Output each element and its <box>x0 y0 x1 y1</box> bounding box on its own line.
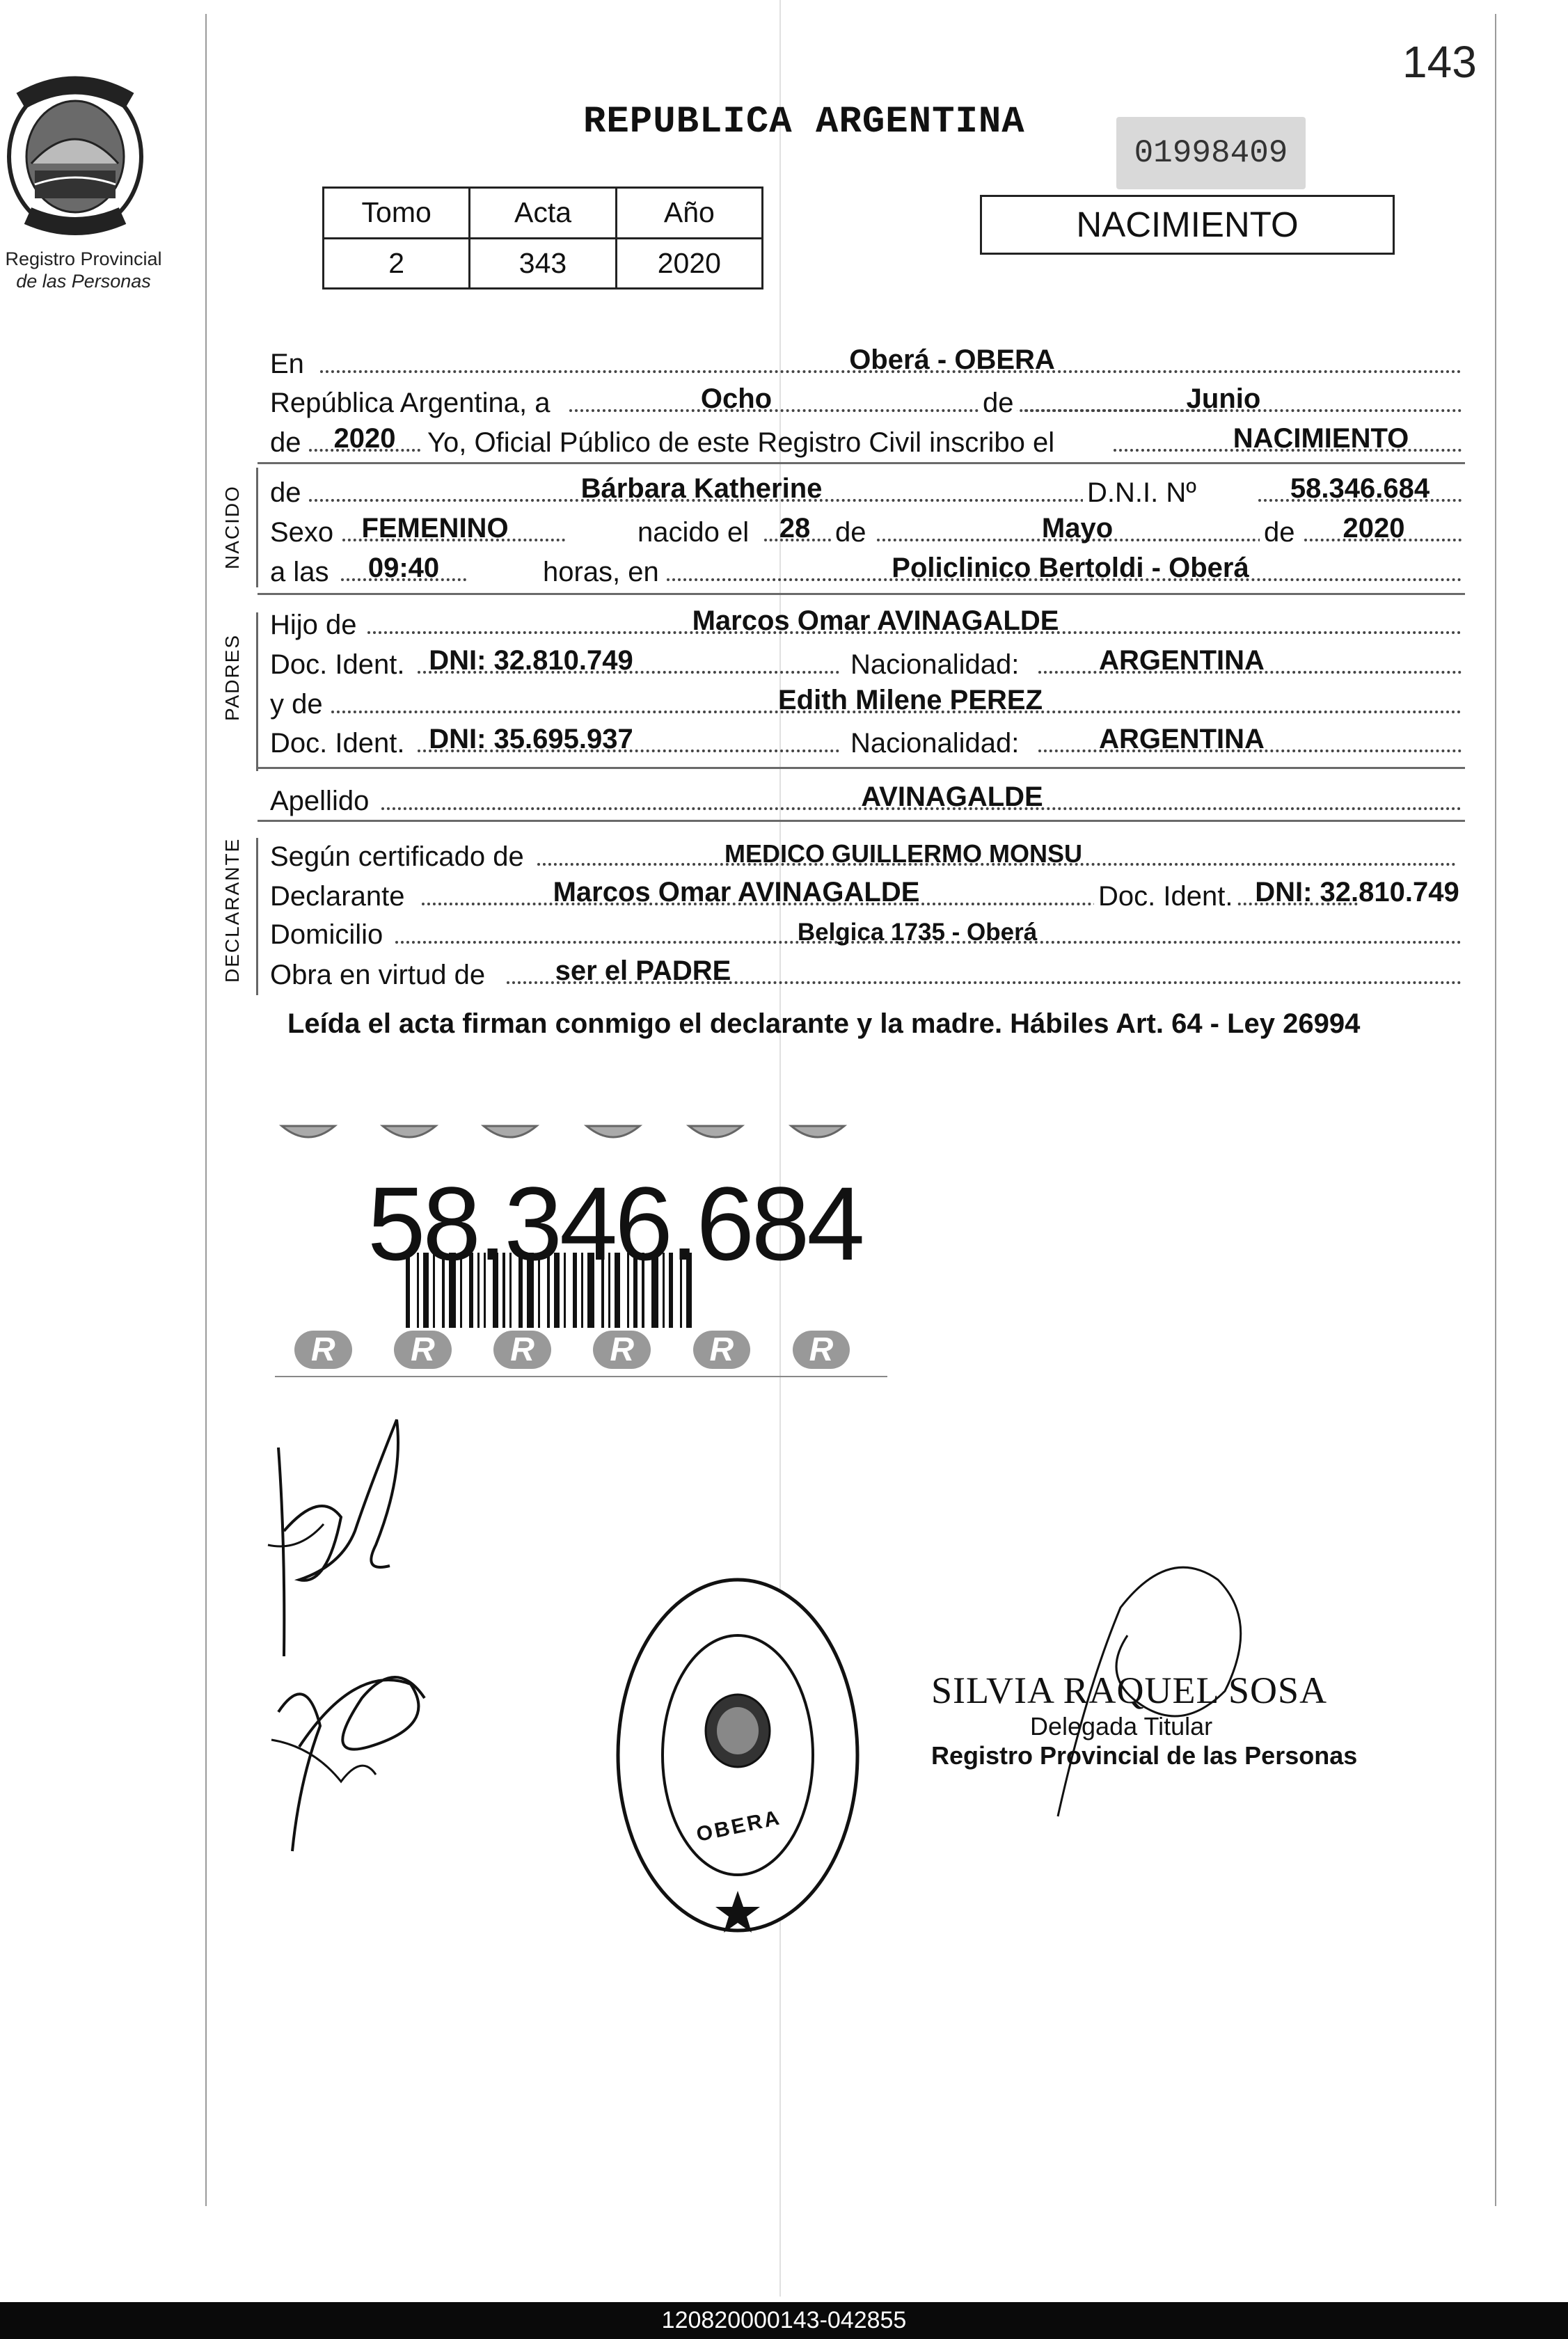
row-domicilio <box>270 913 1462 952</box>
label-sexo: Sexo <box>270 517 334 548</box>
surname-value: AVINAGALDE <box>861 782 1043 812</box>
mother-doc-value: DNI: 35.695.937 <box>429 724 633 754</box>
label-nacionalidad: Nacionalidad: <box>850 728 1020 759</box>
birth-year-value: 2020 <box>1343 513 1405 544</box>
section-label-padres: PADRES <box>221 633 243 721</box>
watermark-r: R <box>593 1331 651 1369</box>
table-value-tomo: 2 <box>324 238 470 289</box>
record-type-box: NACIMIENTO <box>980 195 1395 255</box>
label-de-nombre: de <box>270 477 301 508</box>
row-obra <box>270 953 1462 992</box>
signer-role: Delegada Titular <box>1030 1712 1213 1741</box>
father-nationality-value: ARGENTINA <box>1099 645 1265 676</box>
label-apellido: Apellido <box>270 786 370 816</box>
watermark-r: R <box>793 1331 850 1369</box>
row-padre-doc <box>270 643 1462 682</box>
obra-value: ser el PADRE <box>555 956 731 986</box>
father-name-value: Marcos Omar AVINAGALDE <box>692 605 1059 636</box>
label-a-las: a las <box>270 557 329 587</box>
label-segun: Según certificado de <box>270 841 524 872</box>
label-yo: Yo, Oficial Público de este Registro Civil inscribo el <box>427 427 1055 458</box>
child-name-value: Bárbara Katherine <box>580 473 823 504</box>
sticker-watermark-row <box>275 1331 887 1372</box>
province-logo <box>0 73 167 251</box>
row-hora <box>270 550 1462 589</box>
table-value-anio: 2020 <box>616 238 762 289</box>
birth-day-value: 28 <box>779 513 811 544</box>
watermark-r: R <box>394 1331 452 1369</box>
table-value-acta: 343 <box>470 238 616 289</box>
domicilio-value: Belgica 1735 - Oberá <box>797 919 1038 946</box>
label-de2: de <box>270 427 301 458</box>
row-nombre <box>270 471 1462 510</box>
serial-stamp: 01998409 <box>1116 117 1306 189</box>
watermark-r: R <box>493 1331 551 1369</box>
closing-note: Leída el acta firman conmigo el declarante y la madre. Hábiles Art. 64 - Ley 26994 <box>287 1008 1361 1039</box>
day-words-value: Ocho <box>700 383 773 414</box>
label-horas-en: horas, en <box>543 557 659 587</box>
label-de: de <box>980 388 1017 419</box>
row-sexo <box>270 511 1462 550</box>
label-nacido-el: nacido el <box>638 517 750 548</box>
row-certificado <box>270 835 1462 874</box>
table-header-tomo: Tomo <box>324 188 470 239</box>
footer-code: 120820000143-042855 <box>661 2307 907 2333</box>
handwritten-signature-declarante <box>258 1406 418 1670</box>
row-en <box>270 342 1462 381</box>
birth-month-value: Mayo <box>1041 513 1114 544</box>
logo-caption-line2: de las Personas <box>16 271 151 292</box>
section-divider <box>258 820 1465 822</box>
label-declarante: Declarante <box>270 881 405 912</box>
registry-table <box>322 187 763 290</box>
label-doc-ident: Doc. Ident. <box>1094 881 1237 912</box>
logo-caption <box>0 248 167 292</box>
section-divider <box>258 462 1465 464</box>
label-hijo-de: Hijo de <box>270 610 357 640</box>
label-y-de: y de <box>270 689 323 720</box>
signer-name: SILVIA RAQUEL SOSA <box>931 1670 1328 1711</box>
declarante-doc-value: DNI: 32.810.749 <box>1255 877 1459 907</box>
handwritten-signature-madre <box>258 1642 452 1865</box>
right-margin-line <box>1495 14 1496 2206</box>
label-dni: D.N.I. Nº <box>1083 477 1201 509</box>
sexo-value: FEMENINO <box>361 513 509 544</box>
section-bar <box>256 838 258 995</box>
watermark-r: R <box>693 1331 751 1369</box>
label-doc-ident: Doc. Ident. <box>270 728 405 759</box>
label-obra: Obra en virtud de <box>270 960 486 990</box>
label-doc-ident: Doc. Ident. <box>270 649 405 680</box>
label-republica: República Argentina, a <box>270 388 551 418</box>
child-dni-value: 58.346.684 <box>1290 473 1430 504</box>
row-apellido <box>270 779 1462 818</box>
label-de-mes: de <box>835 517 866 548</box>
row-padre <box>270 603 1462 642</box>
section-bar <box>256 612 258 771</box>
row-inscribo <box>270 421 1462 460</box>
row-madre <box>270 683 1462 722</box>
label-nacionalidad: Nacionalidad: <box>850 649 1020 680</box>
table-header-anio: Año <box>616 188 762 239</box>
row-declarante <box>270 875 1462 914</box>
section-label-declarante: DECLARANTE <box>221 837 243 983</box>
seal-city: OBERA <box>694 1806 784 1847</box>
row-madre-doc <box>270 722 1462 761</box>
section-bar <box>256 468 258 587</box>
row-fecha <box>270 381 1462 420</box>
father-doc-value: DNI: 32.810.749 <box>429 645 633 676</box>
birth-place-value: Policlinico Bertoldi - Oberá <box>892 553 1249 583</box>
watermark-r: R <box>294 1331 352 1369</box>
declarante-name-value: Marcos Omar AVINAGALDE <box>553 877 920 907</box>
year-value: 2020 <box>333 423 396 454</box>
sticker-number: 58.346.684 <box>367 1165 862 1282</box>
section-divider <box>258 593 1465 595</box>
label-de-anio: de <box>1260 517 1299 548</box>
page-number: 143 <box>1402 37 1477 87</box>
section-divider <box>258 767 1465 769</box>
certificado-value: MEDICO GUILLERMO MONSU <box>724 839 1082 868</box>
label-domicilio: Domicilio <box>270 919 383 950</box>
mother-name-value: Edith Milene PEREZ <box>777 685 1043 715</box>
signer-office: Registro Provincial de las Personas <box>931 1741 1358 1770</box>
section-label-nacido: NACIDO <box>221 485 243 569</box>
table-header-acta: Acta <box>470 188 616 239</box>
label-en: En <box>270 349 304 379</box>
month-value: Junio <box>1186 383 1261 414</box>
place-value: Oberá - OBERA <box>849 344 1055 375</box>
document-title: REPUBLICA ARGENTINA <box>583 101 1025 143</box>
left-margin-line <box>205 14 207 2206</box>
event-value: NACIMIENTO <box>1233 423 1409 454</box>
mother-nationality-value: ARGENTINA <box>1099 724 1265 754</box>
birth-time-value: 09:40 <box>367 553 440 583</box>
official-seal <box>612 1574 863 1936</box>
logo-caption-line1: Registro Provincial <box>5 248 162 269</box>
